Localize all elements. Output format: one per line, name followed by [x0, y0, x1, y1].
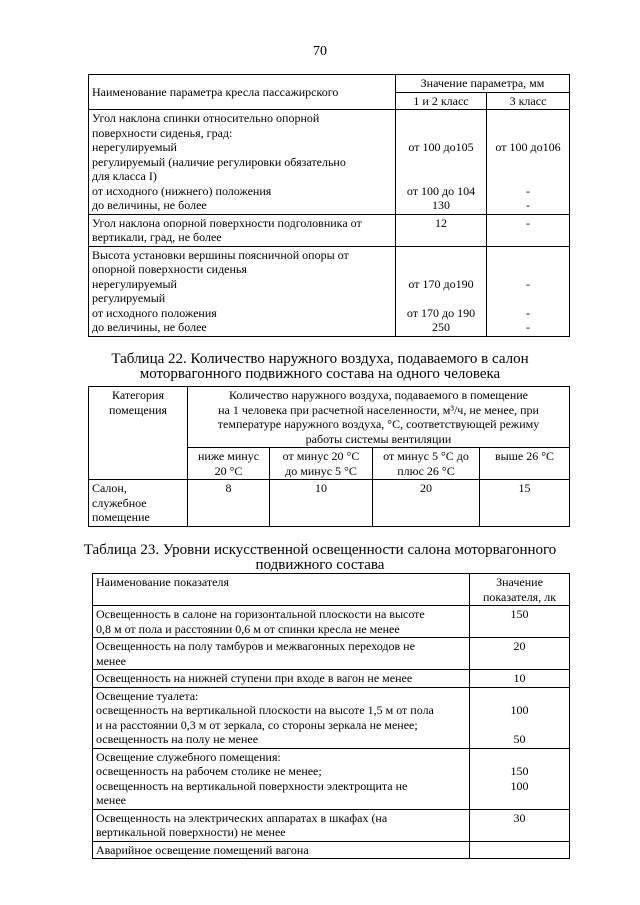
cell-line — [399, 291, 483, 306]
subheader-minus5-plus26 — [373, 448, 480, 480]
cell-line: Высота установки вершины поясничной опоры от — [92, 247, 349, 262]
cell-line — [490, 291, 566, 306]
cell-line: от 170 до 190 — [406, 305, 476, 320]
cell-line: 100 — [510, 778, 529, 793]
table-row — [89, 214, 570, 246]
cell-line: Освещение туалета: — [96, 688, 199, 703]
indicator-value-cell — [470, 606, 570, 638]
indicator-value-cell — [470, 841, 570, 859]
param-name-cell — [89, 246, 396, 336]
header-amount — [188, 387, 570, 448]
header-line: от минус 20 °С — [282, 449, 360, 463]
class3-value-cell — [487, 246, 570, 336]
table-row — [93, 606, 570, 638]
header-line: до минус 5 °С — [285, 463, 357, 478]
indicator-name-cell — [93, 670, 470, 688]
illumination-body — [93, 606, 570, 859]
row-line: помещение — [92, 510, 150, 524]
cell-line: 250 — [432, 320, 450, 334]
outside-air-table — [88, 386, 570, 527]
cell-line — [473, 718, 566, 733]
cell-line: менее — [96, 653, 126, 668]
cell-line — [399, 155, 483, 170]
indicator-value-cell — [470, 670, 570, 688]
cell-line: от 100 до105 — [408, 140, 474, 154]
header-param-cell — [89, 75, 396, 110]
header-value: Значение параметра, мм — [396, 75, 570, 93]
cell-line — [490, 248, 566, 263]
cell-line: менее — [96, 793, 126, 807]
table-row — [93, 687, 570, 748]
cell-line — [490, 262, 566, 277]
indicator-name-cell — [93, 606, 470, 638]
cell-line: регулируемый — [92, 291, 166, 305]
header-line: Значение — [496, 575, 543, 589]
cell-line: 130 — [432, 198, 450, 212]
caption-line: Таблица 23. Уровни искусственной освещенности салона моторвагонного — [83, 542, 557, 558]
indicator-name-cell — [93, 809, 470, 841]
table-row — [93, 670, 570, 688]
cell-line: от 170 до190 — [408, 276, 474, 291]
cell-line: вертикальной поверхности) не менее — [96, 825, 286, 839]
cell-line — [490, 126, 566, 141]
table-row — [93, 809, 570, 841]
class12-value-cell — [396, 214, 487, 246]
cell-line: от 100 до106 — [495, 140, 561, 154]
param-name-cell — [89, 214, 396, 246]
cell-line: нерегулируемый — [92, 140, 177, 154]
table-row — [93, 638, 570, 670]
cell-line: Угол наклона спинки относительно опорной — [92, 111, 320, 125]
caption-line: подвижного состава — [255, 557, 385, 573]
header-line: температуре наружного воздуха, °С, соответствующей режиму — [217, 417, 540, 431]
header-value — [470, 574, 570, 606]
cell-line: - — [526, 183, 530, 198]
cell-line: - — [526, 276, 530, 291]
page-number: 70 — [313, 44, 327, 59]
cell-line: нерегулируемый — [92, 276, 177, 291]
row-line: Салон, — [92, 481, 127, 495]
table-row — [93, 748, 570, 809]
cell-line: опорной поверхности сиденья — [92, 262, 247, 276]
cell-line: до величины, не более — [92, 198, 207, 212]
value-cell: 8 — [188, 480, 270, 527]
value-cell: 15 — [480, 480, 570, 527]
caption-line: Таблица 22. Количество наружного воздуха, подаваемого в салон — [111, 351, 529, 367]
cell-line: поверхности сиденья, град: — [92, 125, 233, 140]
cell-line: 50 — [513, 732, 526, 746]
illumination-table — [92, 573, 570, 859]
cell-line: освещенность на вертикальной поверхности электрощита не — [96, 778, 408, 793]
cell-line — [490, 155, 566, 170]
cell-line — [399, 169, 483, 184]
cell-line — [399, 126, 483, 141]
cell-line: Освещенность на полу тамбуров и межвагонных переходов не — [96, 639, 415, 653]
value-cell: 20 — [373, 480, 480, 527]
header-line: от минус 5 °С до — [383, 449, 469, 463]
row-category — [89, 480, 188, 527]
cell-line: 10 — [513, 671, 526, 685]
seat-parameters-table — [88, 74, 570, 337]
cell-line: Угол наклона опорной поверхности подголовника от — [92, 215, 362, 230]
header-line: Количество наружного воздуха, подаваемого в помещение — [228, 388, 529, 402]
header-line: помещения — [108, 402, 168, 417]
class3-value-cell — [487, 110, 570, 215]
indicator-value-cell — [470, 809, 570, 841]
cell-line: Освещенность на электрических аппаратах в шкафах (на — [96, 810, 388, 825]
header-line: работы системы вентиляции — [305, 431, 452, 446]
header-name: Наименование показателя — [93, 574, 470, 606]
cell-line: освещенность на вертикальной плоскости на высоте 1,5 м от пола — [96, 703, 434, 717]
cell-line: Аварийное освещение помещений вагона — [96, 842, 309, 857]
cell-line: от 100 до 104 — [406, 183, 476, 198]
cell-line: для класса I) — [92, 169, 157, 183]
row-line: служебное — [92, 495, 147, 510]
subheader-above26 — [480, 448, 570, 480]
cell-line: - — [526, 320, 530, 334]
cell-line — [473, 750, 566, 765]
cell-line: 30 — [513, 810, 526, 825]
cell-line: регулируемый (наличие регулировки обязательно — [92, 154, 346, 169]
cell-line — [473, 793, 566, 808]
indicator-value-cell — [470, 638, 570, 670]
seat-parameters-body — [89, 110, 570, 337]
cell-line: - — [526, 198, 530, 212]
header-line: 20 °С — [214, 463, 243, 478]
cell-line: и на расстоянии 0,3 м от зеркала, со стороны зеркала не менее; — [96, 717, 418, 732]
cell-line: до величины, не более — [92, 320, 207, 334]
header-line: выше 26 °С — [494, 449, 555, 463]
cell-line — [399, 248, 483, 263]
cell-line: Освещенность в салоне на горизонтальной плоскости на высоте — [96, 607, 425, 621]
class12-value-cell — [396, 246, 487, 336]
table-row — [89, 110, 570, 215]
cell-line: освещенность на рабочем столике не менее; — [96, 764, 322, 778]
param-name-cell — [89, 110, 396, 215]
indicator-name-cell — [93, 748, 470, 809]
cell-line: 150 — [510, 607, 529, 621]
header-class3: 3 класс — [487, 92, 570, 110]
indicator-value-cell — [470, 687, 570, 748]
caption-line: моторвагонного подвижного состава на одного человека — [139, 366, 501, 382]
cell-line: Освещение служебного помещения: — [96, 749, 281, 764]
table-header-row — [89, 387, 570, 448]
table-header-row — [93, 574, 570, 606]
header-line: показателя, лк — [482, 589, 557, 604]
cell-line: вертикали, град, не более — [92, 230, 222, 244]
cell-line: Освещенность на нижней ступени при входе в вагон не менее — [96, 671, 413, 685]
cell-line — [473, 689, 566, 704]
class12-value-cell — [396, 110, 487, 215]
cell-line — [399, 262, 483, 277]
indicator-name-cell — [93, 638, 470, 670]
table22-caption — [80, 352, 560, 382]
table-row — [93, 841, 570, 859]
header-param: Наименованиe параметра кресла пассажирского — [92, 84, 339, 99]
indicator-value-cell — [470, 748, 570, 809]
class3-value-cell — [487, 214, 570, 246]
table23-caption — [80, 543, 560, 573]
header-category — [89, 387, 188, 480]
cell-line — [473, 843, 566, 858]
cell-line: 100 — [510, 703, 529, 717]
header-line: плюс 26 °С — [397, 463, 455, 478]
header-line: Категория — [112, 388, 164, 402]
cell-line: 0,8 м от пола и расстоянии 0,6 м от спинки кресла не менее — [96, 621, 400, 636]
subheader-below-minus20 — [188, 448, 270, 480]
cell-line: от исходного положения — [92, 305, 217, 320]
value-cell: 10 — [270, 480, 373, 527]
cell-line: 20 — [513, 639, 526, 653]
cell-line: 150 — [510, 764, 529, 778]
cell-line: от исходного (нижнего) положения — [92, 183, 272, 198]
indicator-name-cell — [93, 841, 470, 859]
table-header-row — [89, 75, 570, 93]
cell-line: - — [526, 215, 530, 230]
indicator-name-cell — [93, 687, 470, 748]
cell-line: освещенность на полу не менее — [96, 732, 259, 746]
cell-line: 12 — [435, 215, 447, 230]
cell-line — [490, 111, 566, 126]
cell-line: - — [526, 305, 530, 320]
cell-line — [399, 111, 483, 126]
cell-line — [490, 169, 566, 184]
header-line: ниже минус — [197, 449, 260, 463]
header-class12: 1 и 2 класс — [396, 92, 487, 110]
table-row — [89, 480, 570, 527]
subheader-minus20-minus5 — [270, 448, 373, 480]
header-line: на 1 человека при расчетной населенности, м³/ч, не менее, при — [218, 402, 539, 417]
table-row — [89, 246, 570, 336]
